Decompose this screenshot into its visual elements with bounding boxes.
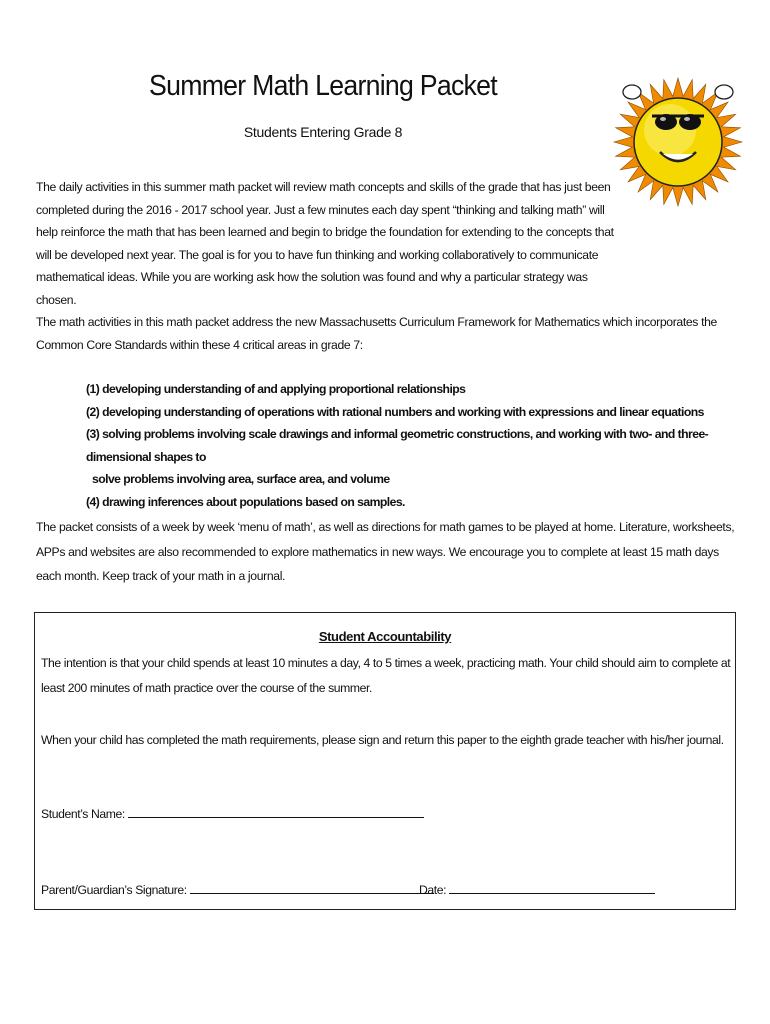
list-item: (3) solving problems involving scale drawings and informal geometric constructions, and working with two- and three-dimensional shapes to solve problems involving area, surface area, and volume: [86, 423, 746, 491]
list-item: (2) developing understanding of operations with rational numbers and working with expressions and linear equations: [86, 404, 704, 419]
signature-row: [41, 881, 434, 897]
student-name-label: Student’s Name:: [41, 807, 125, 821]
list-item-continuation: solve problems involving area, surface area, and volume: [92, 472, 390, 486]
list-item: (4) drawing inferences about populations based on samples.: [86, 494, 405, 509]
signature-field[interactable]: [190, 881, 434, 894]
student-name-field[interactable]: [128, 805, 424, 818]
page-subtitle: Students Entering Grade 8: [243, 124, 403, 140]
intro-paragraph-2: The math activities in this math packet address the new Massachusetts Curriculum Framework for Mathematics which incorporates the Common Core Standards within these 4 critical areas in grade 7:: [36, 315, 717, 352]
date-row: [419, 881, 655, 897]
sun-with-sunglasses-icon: [612, 64, 744, 214]
list-item: (1) developing understanding of and applying proportional relationships: [86, 382, 466, 396]
accountability-title: Student Accountability: [318, 629, 452, 644]
intro-paragraph-3: The packet consists of a week by week ‘menu of math’, as well as directions for math games to be played at home. Literature, worksheets, APPs and websites are also recommended to explore mathematics in new ways. We encourage you to complete at least 15 math days each month. Keep track of your math in a journal.: [36, 520, 735, 583]
critical-areas-list: [86, 378, 746, 513]
student-name-row: [41, 805, 424, 821]
page-title: Summer Math Learning Packet: [149, 70, 497, 102]
date-field[interactable]: [449, 881, 655, 894]
accountability-text-2: When your child has completed the math requirements, please sign and return this paper to the eighth grade teacher with his/her journal.: [41, 733, 724, 747]
date-label: Date:: [419, 883, 447, 897]
intro-paragraph-1: The daily activities in this summer math packet will review math concepts and skills of the grade that has just been completed during the 2016 - 2017 school year. Just a few minutes each day spent “thinking and talking math” will help reinforce the math that has been learned and begin to bridge the foundation for extending to the concepts that will be developed next year. The goal is for you to have fun thinking and working collaboratively to communicate mathematical ideas. While you are working ask how the solution was found and why a particular strategy was chosen.: [36, 180, 614, 307]
student-accountability-box: [34, 612, 736, 910]
accountability-text-1: The intention is that your child spends at least 10 minutes a day, 4 to 5 times a week, practicing math. Your child should aim to complete at least 200 minutes of math practice over the course of the summer.: [41, 656, 731, 695]
signature-label: Parent/Guardian’s Signature:: [41, 883, 187, 897]
